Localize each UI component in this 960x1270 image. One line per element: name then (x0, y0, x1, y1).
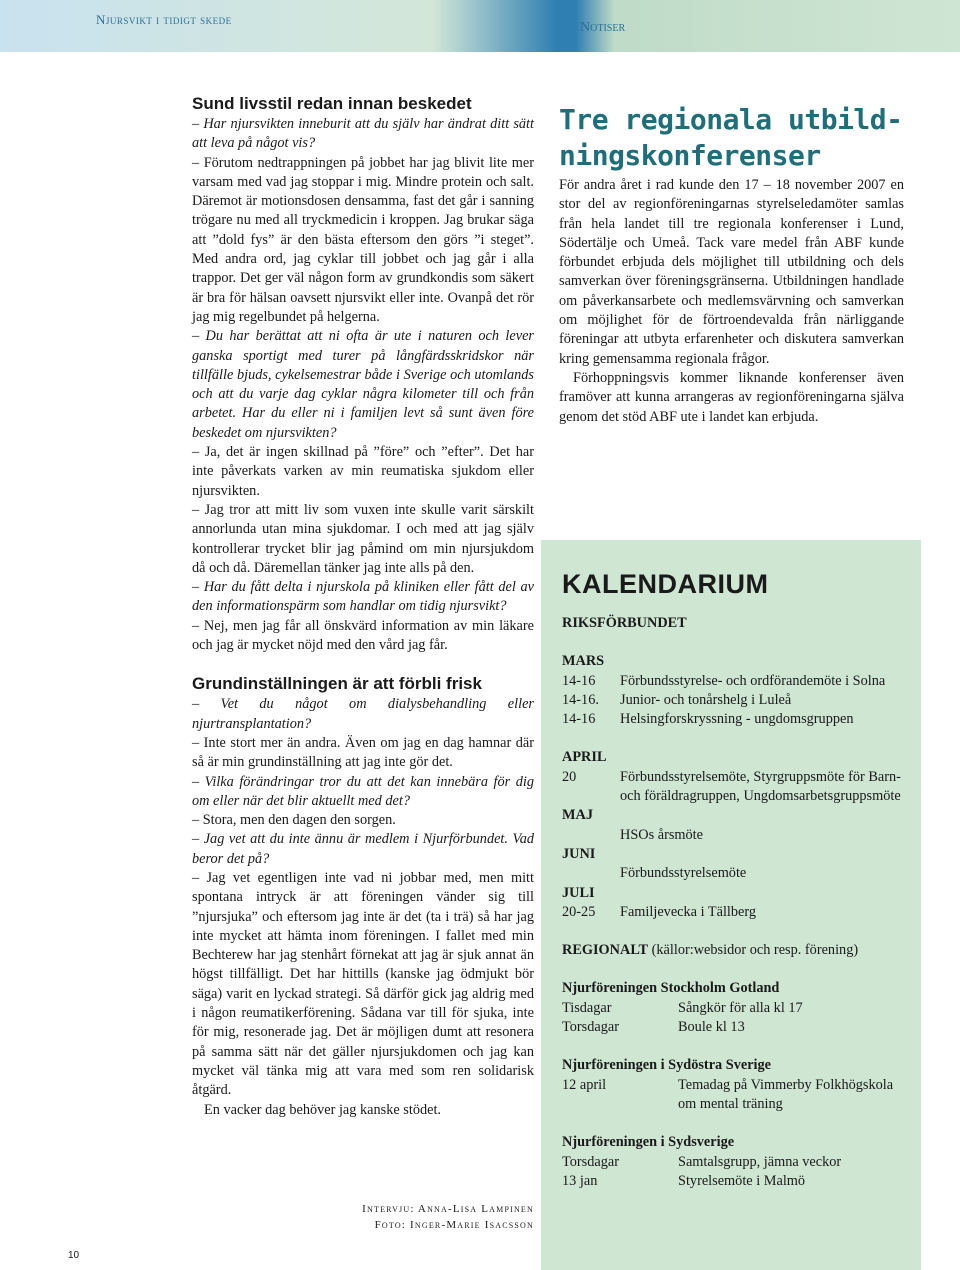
event-row (562, 1172, 910, 1191)
event-date: 14-16 (562, 672, 596, 689)
event-day: 12 april (562, 1076, 607, 1093)
answer-5: – Inte stort mer än andra. Även om jag en dag hamnar där så är min grundinställning att jag inte gör det. (192, 734, 534, 771)
calendar (562, 566, 910, 1191)
notice-column (559, 102, 904, 427)
event-row (562, 999, 910, 1018)
month-juli: JULI (562, 884, 595, 901)
page-number: 10 (68, 1250, 80, 1261)
event-text: Boule kl 13 (678, 1019, 745, 1036)
event-row (562, 1018, 910, 1037)
closing-line: En vacker dag behöver jag kanske stödet. (204, 1101, 442, 1118)
question-1: – Har njursvikten inneburit att du själv har ändrat ditt sätt att leva på något vis? (192, 116, 534, 152)
event-date: 20-25 (562, 903, 596, 920)
sydost-heading: Njurföreningen i Sydöstra Sverige (562, 1057, 772, 1074)
regionalt-note: (källor:websidor och resp. förening) (648, 942, 859, 959)
question-6: – Jag vet att du inte ännu är medlem i Njurförbundet. Vad beror det på? (192, 831, 534, 867)
calendar-title: KALENDARIUM (562, 569, 769, 599)
event-text: Familjevecka i Tällberg (620, 903, 757, 920)
month-maj: MAJ (562, 807, 593, 824)
event-row (562, 826, 910, 845)
event-row (562, 691, 910, 710)
article-heading-1: Sund livsstil redan innan beskedet (192, 94, 472, 113)
event-row (562, 710, 910, 729)
notice-title-line-2: ningskonferenser (559, 139, 821, 172)
question-3: – Har du fått delta i njurskola på kliniken eller fått del av den informationspärm som handlar om tidig njursvikt? (192, 579, 534, 615)
article-credits (330, 1201, 534, 1233)
event-day: 13 jan (562, 1172, 598, 1189)
answer-6: – Stora, men den dagen den sorgen. (192, 812, 396, 829)
event-date: 20 (562, 768, 577, 785)
notice-title-line-1: Tre regionala utbild- (559, 103, 903, 136)
question-2: – Du har berättat att ni ofta är ute i naturen och lever ganska sportigt med turer på långfärdsskridskor när tillfälle bjuds, cykelsemestrar både i Sverige och utomlands och att du varje dag cyklar några kilometer till och från arbetet. Har du eller ni i familjen levt så sunt även före beskedet om njursvikten? (192, 328, 534, 441)
regionalt-line (562, 941, 910, 960)
question-5: – Vilka förändringar tror du att det kan innebära för dig om eller när det blir aktuellt med det? (192, 773, 534, 809)
running-header-right: Notiser (580, 20, 626, 35)
event-row (562, 768, 910, 807)
event-text: Förbundsstyrelsemöte, Styrgruppsmöte för Barn- och föräldragruppen, Ungdomsarbetsgruppsmöte (620, 768, 901, 805)
answer-3: – Jag tror att mitt liv som vuxen inte skulle varit särskilt annorlunda utan mina sjukdomar. I och med att jag själv kontrollerar trycket blir jag påmind om min njursjukdom då och då. Däremellan tänker jag inte alls på den. (192, 501, 534, 576)
notice-body (559, 176, 904, 427)
event-text: HSOs årsmöte (620, 826, 703, 843)
stockholm-heading: Njurföreningen Stockholm Gotland (562, 980, 780, 997)
event-text: Förbundsstyrelsemöte (620, 865, 747, 882)
event-text: Sångkör för alla kl 17 (678, 999, 803, 1016)
event-row (562, 903, 910, 922)
regionalt-heading: REGIONALT (562, 942, 649, 959)
running-header-left: Njursvikt i tidigt skede (96, 12, 232, 27)
article-heading-2: Grundinställningen är att förbli frisk (192, 674, 482, 694)
event-day: Torsdagar (562, 1153, 619, 1170)
event-day: Tisdagar (562, 999, 612, 1016)
event-row (562, 864, 910, 883)
sydsverige-heading: Njurföreningen i Sydsverige (562, 1134, 735, 1151)
notice-paragraph-1: För andra året i rad kunde den 17 – 18 november 2007 en stor del av regionföreningarnas styrelseledamöter samlas från hela landet till tre regionala konferenser i Lund, Södertälje och Umeå. Tack vare medel från ABF kunde förbundet erbjuda dels möjlighet till utbildning och dels samverkan över föreningsgränserna. Utbildningen handlade om påverkansarbete och medlemsvärvning och samverkan om möjlighet för de förtroendevalda från närliggande föreningar att utbyta erfarenheter och diskutera samverkan kring gemensamma regionala frågor. (559, 177, 904, 367)
event-text: Junior- och tonårshelg i Luleå (620, 691, 792, 708)
article-column (192, 93, 534, 1120)
header-band (0, 0, 960, 52)
notice-title (559, 102, 904, 174)
month-april: APRIL (562, 749, 607, 766)
answer-1: – Förutom nedtrappningen på jobbet har jag blivit lite mer varsam med vad jag stoppar i mig. Mindre protein och salt. Däremot är motionsdosen densamma, fast det går i sanning trögare nu med all tryckmedicin i kroppen. Jag brukar säga att ”dold fys” är den bästa eftersom den görs ”i steget”. Med andra ord, jag cyklar till jobbet och jag går i alla trappor. Det ger väl någon form av grundkondis som säkert är bra för hälsan oavsett njursvikt eller inte. Ovanpå det rör jag mig regelbundet på helgerna. (192, 154, 534, 325)
answer-2: – Ja, det är ingen skillnad på ”före” och ”efter”. Det har inte påverkats varken av min reumatiska sjukdom eller njursvikten. (192, 444, 534, 499)
question-4: – Vet du något om dialysbehandling eller njurtransplantation? (192, 696, 534, 732)
event-text: Samtalsgrupp, jämna veckor (678, 1153, 842, 1170)
event-date: 14-16. (562, 691, 599, 708)
month-mars: MARS (562, 653, 605, 670)
event-row (562, 1076, 910, 1115)
notice-paragraph-2: Förhoppningsvis kommer liknande konferenser även framöver att kunna arrangeras av regionföreningarna själva genom det stöd ABF ute i landet kan erbjuda. (559, 369, 904, 425)
month-juni: JUNI (562, 845, 596, 862)
event-date: 14-16 (562, 711, 596, 728)
credit-interview: Intervju: Anna-Lisa Lampinen (362, 1203, 534, 1215)
answer-4: – Nej, men jag får all önskvärd information av min läkare och jag är mycket nöjd med den vård jag får. (192, 617, 534, 654)
event-text: Temadag på Vimmerby Folkhögskola om mental träning (678, 1076, 894, 1112)
credit-photo: Foto: Inger-Marie Isacsson (374, 1219, 534, 1231)
event-row (562, 672, 910, 691)
event-text: Förbundsstyrelse- och ordförandemöte i Solna (620, 672, 886, 689)
answer-7: – Jag vet egentligen inte vad ni jobbar med, men mitt spontana intryck är att föreningen vänder sig till ”njursjuka” och eftersom jag inte är det (ta i trä) så har jag inte mycket att hämta inom föreningen. I fallet med min Bechterew har jag stenhårt förnekat att jag är sjuk annat än högst tillfälligt. Det har hittills (kanske jag ödmjukt bör säga) varit en lyckad strategi. Så därför gick jag aldrig med i någon reumatikerförening. Sådana var till för sjuka, inte för mig, resonerade jag. Det är möjligen dumt att resonera på samma sätt när det gäller njursjukdomen och jag kan mycket väl tänka mig att vara med som ren solidarisk åtgärd. (192, 869, 534, 1099)
event-day: Torsdagar (562, 1019, 619, 1036)
event-text: Helsingforskryssning - ungdomsgruppen (620, 711, 854, 728)
event-row (562, 1153, 910, 1172)
event-text: Styrelsemöte i Malmö (678, 1172, 806, 1189)
riks-heading: RIKSFÖRBUNDET (562, 615, 687, 631)
